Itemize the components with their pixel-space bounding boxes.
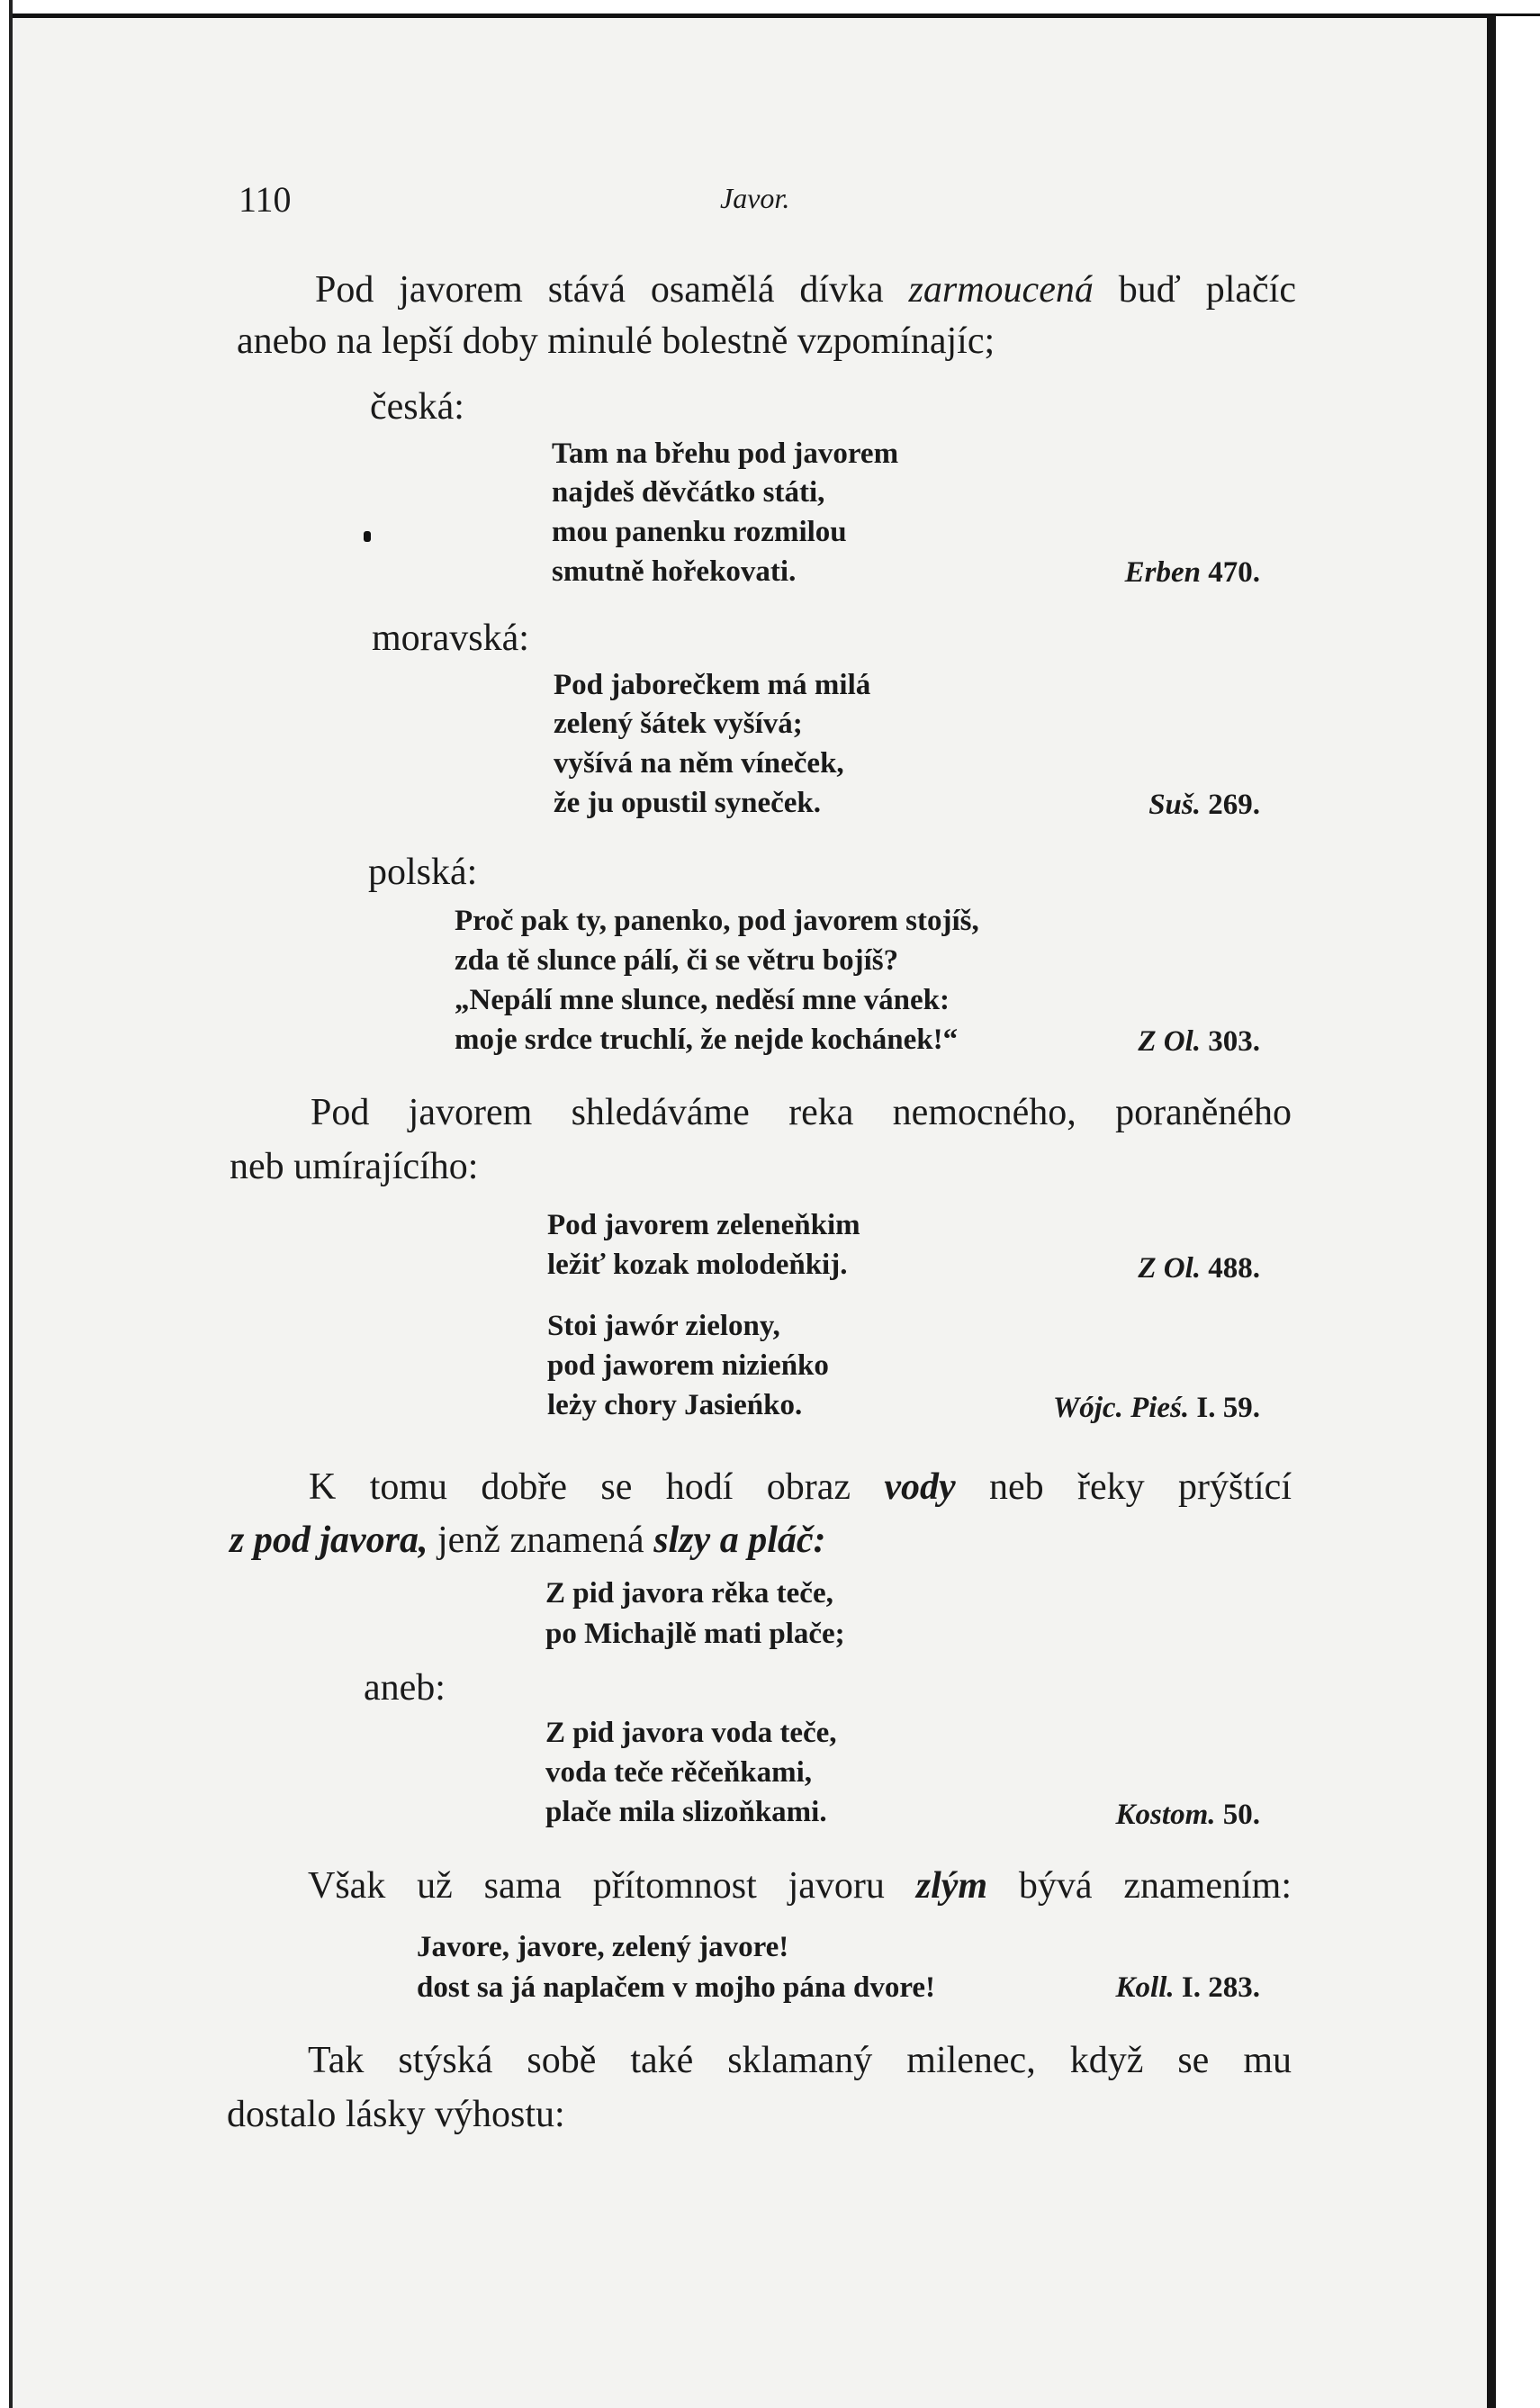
para1-text-b: buď plačíc (1093, 269, 1296, 311)
verse5-line-1: Stoi jawór zielony, (547, 1310, 780, 1342)
paragraph-5-line-2: dostalo lásky výhostu: (227, 2094, 565, 2135)
verse4-line-1: Pod javorem zeleneňkim (547, 1209, 860, 1241)
verse4-source-author: Z Ol. (1138, 1252, 1201, 1285)
para4-text-b: bývá znamením: (987, 1865, 1292, 1907)
verse6-line-1: Z pid javora rěka teče, (545, 1577, 833, 1610)
paragraph-3-line-2 (230, 1519, 825, 1562)
label-aneb: aneb: (364, 1667, 446, 1709)
paragraph-1-line-1 (315, 268, 1296, 311)
verse5-line-3: leży chory Jasieńko. (547, 1389, 803, 1421)
running-title: Javor. (720, 182, 790, 214)
para4-italic: zlým (915, 1865, 988, 1907)
aneb-source (1062, 1799, 1260, 1832)
aneb-line-3: plače mila slizoňkami. (545, 1796, 827, 1828)
verse6-line-2: po Michajlě mati plače; (545, 1618, 845, 1650)
moravska-line-3: vyšívá na něm víneček, (554, 747, 844, 780)
moravska-line-1: Pod jaborečkem má milá (554, 669, 871, 701)
aneb-line-1: Z pid javora voda teče, (545, 1717, 837, 1749)
verse5-source-number: I. 59. (1189, 1392, 1260, 1424)
verse8-source-number: I. 283. (1174, 1971, 1260, 2004)
para3-italic-2: z pod javora, (230, 1520, 428, 1561)
paragraph-3-line-1 (309, 1466, 1292, 1509)
polska-line-1: Proč pak ty, panenko, pod javorem stojíš, (455, 905, 979, 937)
scan-border-left (0, 0, 13, 2408)
para3-text-mid: jenž znamená (428, 1520, 654, 1561)
polska-source-number: 303. (1201, 1025, 1260, 1058)
page-number: 110 (239, 179, 292, 220)
label-moravska: moravská: (372, 618, 529, 659)
ceska-line-1: Tam na břehu pod javorem (552, 437, 899, 470)
verse8-line-2: dost sa já naplačem v mojho pána dvore! (417, 1971, 936, 2004)
aneb-source-number: 50. (1215, 1799, 1260, 1831)
verse4-line-2: ležiť kozak molodeňkij. (547, 1249, 848, 1281)
moravska-line-2: zelený šátek vyšívá; (554, 708, 803, 740)
verse4-source (1062, 1252, 1260, 1285)
label-polska: polská: (368, 852, 478, 893)
aneb-source-author: Kostom. (1115, 1799, 1216, 1831)
ink-speck (364, 531, 371, 542)
moravska-source-number: 269. (1201, 789, 1260, 821)
verse8-source (1062, 1971, 1260, 2005)
ceska-line-2: najdeš děvčátko státi, (552, 476, 825, 509)
scan-border-top (0, 0, 1540, 18)
paragraph-1-line-2: anebo na lepší doby minulé bolestně vzpomínajíc; (237, 320, 995, 362)
polska-line-2: zda tě slunce pálí, či se větru bojíš? (455, 944, 899, 977)
para1-italic: zarmoucená (908, 269, 1094, 311)
polska-source-author: Z Ol. (1138, 1025, 1201, 1058)
verse4-source-number: 488. (1201, 1252, 1260, 1285)
ceska-source (1062, 556, 1260, 590)
moravska-source (1062, 789, 1260, 822)
polska-source (1062, 1025, 1260, 1059)
label-ceska: česká: (370, 386, 464, 428)
para3-italic-3: slzy a pláč: (653, 1520, 826, 1561)
verse5-source (972, 1392, 1260, 1425)
para1-text-a: Pod javorem stává osamělá dívka (315, 269, 909, 311)
paragraph-2-line-1: Pod javorem shledáváme reka nemocného, poraněného (311, 1092, 1292, 1133)
verse5-line-2: pod jaworem nizieńko (547, 1349, 829, 1382)
polska-line-4: moje srdce truchlí, že nejde kochánek!“ (455, 1024, 959, 1056)
scan-border-right (1487, 16, 1540, 2408)
aneb-line-2: voda teče rěčeňkami, (545, 1756, 812, 1789)
paragraph-2-line-2: neb umírajícího: (230, 1146, 479, 1187)
para4-text-a: Však už sama přítomnost javoru (308, 1865, 916, 1907)
moravska-line-4: že ju opustil syneček. (554, 787, 821, 819)
para3-text-a: K tomu dobře se hodí obraz (309, 1466, 885, 1508)
verse8-line-1: Javore, javore, zelený javore! (417, 1931, 789, 1963)
verse5-source-author: Wójc. Pieś. (1052, 1392, 1190, 1424)
ceska-line-4: smutně hořekovati. (552, 555, 797, 588)
paragraph-4 (308, 1864, 1292, 1907)
polska-line-3: „Nepálí mne slunce, neděsí mne vánek: (455, 984, 950, 1016)
ceska-source-number: 470. (1201, 556, 1260, 589)
ceska-line-3: mou panenku rozmilou (552, 516, 847, 548)
para3-italic-1: vody (884, 1466, 956, 1508)
moravska-source-author: Suš. (1148, 789, 1201, 821)
paragraph-5-line-1: Tak stýská sobě také sklamaný milenec, když se mu (308, 2040, 1292, 2081)
verse8-source-author: Koll. (1115, 1971, 1175, 2004)
para3-text-b: neb řeky prýštící (955, 1466, 1292, 1508)
ceska-source-author: Erben (1124, 556, 1201, 589)
